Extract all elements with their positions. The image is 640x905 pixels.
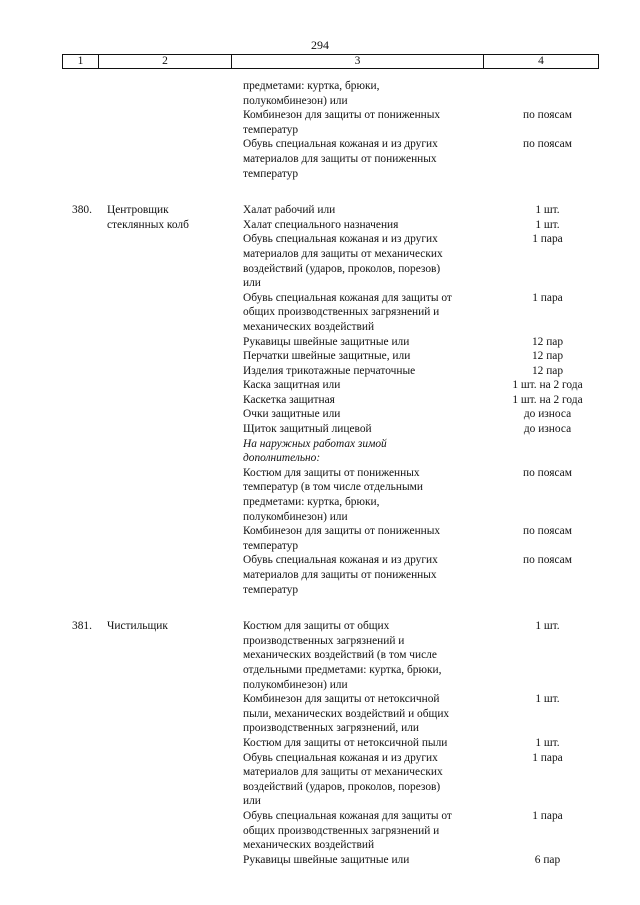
item-description: Обувь специальная кожаная и из других (243, 751, 438, 764)
issue-norm: 1 шт. (535, 620, 560, 633)
table-row (0, 364, 640, 379)
item-description: или (243, 277, 261, 290)
item-description: производственных загрязнений и (243, 634, 405, 647)
item-description: отдельными предметами: куртка, брюки, (243, 663, 442, 676)
item-description: Комбинезон для защиты от пониженных (243, 525, 441, 538)
item-description: производственных загрязнений, или (243, 722, 420, 735)
issue-norm: 12 пар (531, 335, 564, 348)
table-row (0, 794, 640, 809)
table-row (0, 262, 640, 277)
issue-norm: 12 пар (531, 350, 564, 363)
table-row (0, 437, 640, 452)
table-row (0, 108, 640, 123)
item-description: температур (243, 167, 299, 180)
table-row (0, 232, 640, 247)
item-description: предметами: куртка, брюки, (243, 80, 380, 92)
issue-norm: 1 шт. на 2 года (512, 393, 583, 406)
item-description: Щиток защитный лицевой (243, 423, 372, 436)
column-header-1: 1 (63, 55, 99, 68)
item-description: материалов для защиты от механических (243, 766, 443, 779)
table-row (0, 152, 640, 167)
item-number: 381. (72, 620, 92, 633)
item-description: Каска защитная или (243, 379, 341, 392)
item-description: предметами: куртка, брюки, (243, 496, 380, 509)
table-row (0, 320, 640, 335)
item-description: Обувь специальная кожаная для защиты от (243, 291, 452, 304)
table-row (0, 276, 640, 291)
item-description: Костюм для защиты от общих (243, 620, 390, 633)
issue-norm: 1 пара (532, 751, 563, 764)
table-row (0, 407, 640, 422)
table-row (0, 466, 640, 481)
table-row (0, 539, 640, 554)
table-row (0, 393, 640, 408)
table-row (0, 247, 640, 262)
table-row (0, 378, 640, 393)
issue-norm: по поясам (523, 525, 572, 538)
item-description: температур (в том числе отдельными (243, 481, 423, 494)
item-description: Костюм для защиты от пониженных (243, 466, 420, 479)
table-row (0, 218, 640, 233)
table-row (0, 751, 640, 766)
item-description: Обувь специальная кожаная и из других (243, 138, 438, 151)
issue-norm: 1 пара (532, 809, 563, 822)
table-row (0, 568, 640, 583)
item-description: механических воздействий (243, 839, 375, 852)
issue-norm: по поясам (523, 109, 572, 122)
column-header-4: 4 (538, 55, 544, 67)
table-row (0, 838, 640, 853)
item-description: общих производственных загрязнений и (243, 306, 440, 319)
table-row (0, 291, 640, 306)
issue-norm: по поясам (523, 466, 572, 479)
profession-name: стеклянных колб (107, 218, 189, 231)
item-description: полукомбинезон) или (243, 94, 348, 107)
profession-name: Чистильщик (107, 620, 168, 633)
item-description: воздействий (ударов, проколов, порезов) (243, 780, 441, 793)
item-description: Комбинезон для защиты от нетоксичной (243, 693, 440, 706)
item-description: Каскетка защитная (243, 393, 335, 406)
table-row (0, 853, 640, 868)
item-description: материалов для защиты от механических (243, 247, 443, 260)
item-description: Комбинезон для защиты от пониженных (243, 109, 441, 122)
item-description: На наружных работах зимой (243, 437, 387, 450)
table-row (0, 349, 640, 364)
item-description: Обувь специальная кожаная и из других (243, 233, 438, 246)
table-row (0, 824, 640, 839)
item-description: температур (243, 583, 299, 596)
issue-norm: 6 пар (534, 853, 561, 866)
table-row (0, 583, 640, 598)
item-description: Обувь специальная кожаная для защиты от (243, 809, 452, 822)
issue-norm: до износа (523, 408, 572, 421)
item-description: дополнительно: (243, 452, 321, 465)
table-row (0, 765, 640, 780)
table-row (0, 663, 640, 678)
table-row (0, 553, 640, 568)
item-description: общих производственных загрязнений и (243, 824, 440, 837)
column-header-2: 2 (99, 55, 232, 68)
issue-norm: 1 шт. (535, 204, 560, 217)
issue-norm: 12 пар (531, 364, 564, 377)
item-description: или (243, 795, 261, 808)
item-description: механических воздействий (243, 320, 375, 333)
table-row (0, 707, 640, 722)
table-row (0, 678, 640, 693)
item-description: воздействий (ударов, проколов, порезов) (243, 262, 441, 275)
item-description: Обувь специальная кожаная и из других (243, 554, 438, 567)
item-description: температур (243, 123, 299, 136)
table-row (0, 648, 640, 663)
table-row (0, 634, 640, 649)
issue-norm: 1 шт. (535, 218, 560, 231)
item-description: Рукавицы швейные защитные или (243, 853, 410, 866)
issue-norm: 1 пара (532, 233, 563, 246)
table-row (0, 619, 640, 634)
issue-norm: по поясам (523, 554, 572, 567)
item-description: Халат специального назначения (243, 218, 399, 231)
item-description: Изделия трикотажные перчаточные (243, 364, 416, 377)
table-row (0, 94, 640, 109)
table-row (0, 167, 640, 182)
page-number: 294 (311, 38, 329, 52)
item-number: 380. (72, 204, 92, 217)
issue-norm: 1 пара (532, 291, 563, 304)
row-spacer (0, 181, 640, 203)
item-description: материалов для защиты от пониженных (243, 569, 437, 581)
table-row (0, 809, 640, 824)
table-row (0, 495, 640, 510)
table-row (0, 480, 640, 495)
item-description: материалов для защиты от пониженных (243, 152, 437, 165)
item-description: полукомбинезон) или (243, 678, 348, 691)
column-header-3: 3 (232, 55, 484, 68)
table-row (0, 305, 640, 320)
item-description: Костюм для защиты от нетоксичной пыли (243, 736, 448, 749)
item-description: Рукавицы швейные защитные или (243, 335, 410, 348)
table-row (0, 79, 640, 94)
table-row (0, 721, 640, 736)
issue-norm: по поясам (523, 138, 572, 151)
table-row (0, 137, 640, 152)
issue-norm: 1 шт. (535, 693, 560, 706)
row-spacer (0, 597, 640, 619)
table-row (0, 123, 640, 138)
table-body (0, 79, 640, 867)
item-description: полукомбинезон) или (243, 510, 348, 523)
issue-norm: 1 шт. (535, 736, 560, 749)
table-row (0, 736, 640, 751)
table-row (0, 524, 640, 539)
item-description: температур (243, 539, 299, 552)
item-description: пыли, механических воздействий и общих (243, 707, 450, 720)
table-row (0, 510, 640, 525)
issue-norm: 1 шт. на 2 года (512, 379, 583, 392)
item-description: механических воздействий (в том числе (243, 649, 437, 662)
item-description: Очки защитные или (243, 408, 341, 421)
item-description: Перчатки швейные защитные, или (243, 350, 411, 363)
issue-norm: до износа (523, 423, 572, 436)
table-row (0, 335, 640, 350)
column-header-row (62, 54, 599, 69)
table-row (0, 203, 640, 218)
profession-name: Центровщик (107, 204, 169, 217)
table-row (0, 451, 640, 466)
table-row (0, 692, 640, 707)
table-row (0, 422, 640, 437)
item-description: Халат рабочий или (243, 204, 336, 217)
table-row (0, 780, 640, 795)
